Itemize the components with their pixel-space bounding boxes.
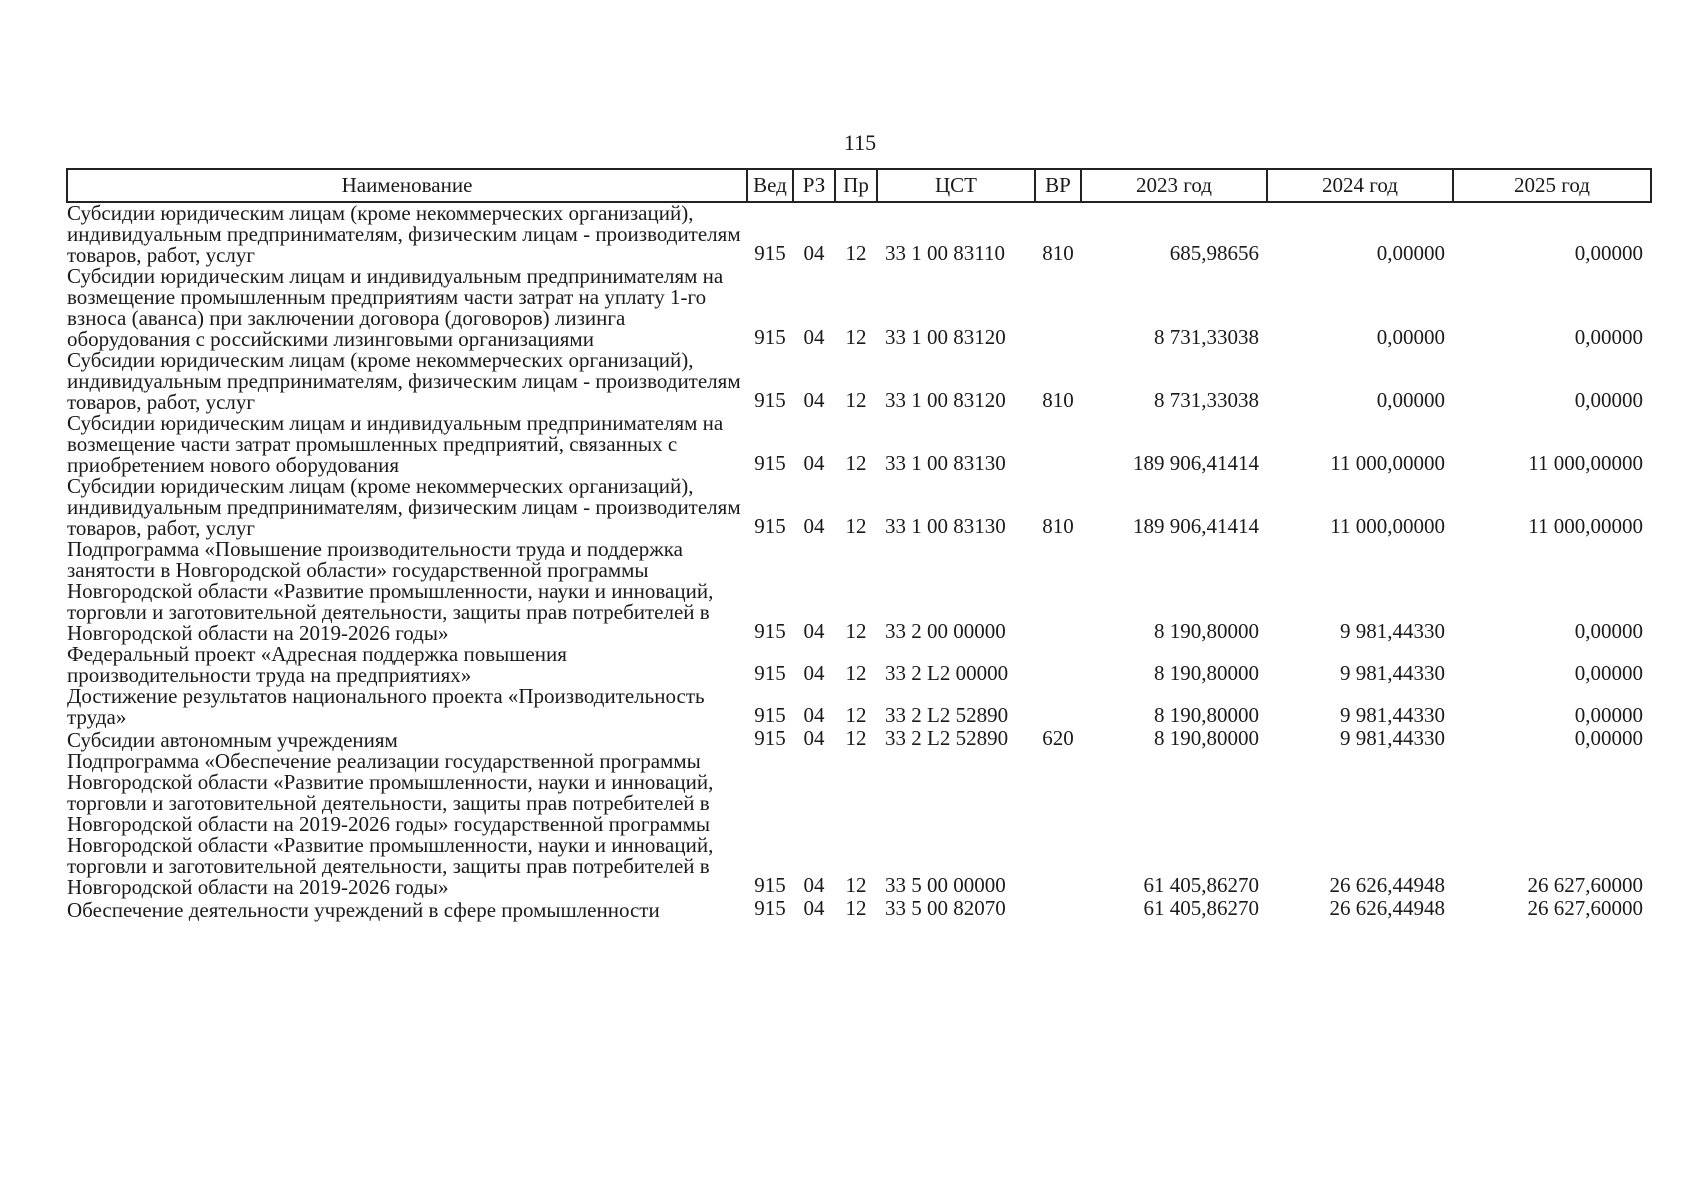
row-vr (1035, 686, 1081, 728)
row-vr: 810 (1042, 388, 1074, 412)
row-vr (1035, 898, 1081, 921)
row-name: Субсидии юридическим лицам (кроме некоммерческих организаций), индивидуальным предпринимателям, физическим лицам - производителям товаров, работ, услуг (67, 474, 741, 540)
row-ved: 915 (754, 703, 786, 727)
header-2025: 2025 год (1453, 169, 1651, 202)
table-row (67, 202, 1651, 266)
header-2024: 2024 год (1267, 169, 1453, 202)
row-vr: 810 (1042, 514, 1074, 538)
row-2025: 0,00000 (1574, 726, 1643, 750)
row-vr (1035, 751, 1081, 898)
row-ved: 915 (754, 241, 786, 265)
row-rz: 04 (803, 241, 825, 265)
row-pr: 12 (845, 873, 867, 897)
row-2023: 61 405,86270 (1143, 896, 1259, 920)
table-body (67, 202, 1651, 921)
row-2025: 11 000,00000 (1528, 451, 1643, 475)
table-row (67, 476, 1651, 539)
row-pr: 12 (845, 451, 867, 475)
row-vr: 620 (1042, 726, 1074, 750)
row-2024: 9 981,44330 (1340, 661, 1445, 685)
row-name: Обеспечение деятельности учреждений в сфере промышленности (67, 898, 660, 922)
row-name: Подпрограмма «Обеспечение реализации государственной программы Новгородской области «Развитие промышленности, науки и инноваций, торговли и заготовительной деятельности, защиты прав потребителей в Новгородской области на 2019-2026 годы» государственной программы Новгородской области «Развитие промышленности, науки и инноваций, торговли и заготовительной деятельности, защиты прав потребителей в Новгородской области на 2019-2026 годы» (67, 749, 714, 899)
row-pr: 12 (845, 619, 867, 643)
row-cst: 33 2 L2 52890 (885, 703, 1009, 727)
row-name: Субсидии юридическим лицам и индивидуальным предпринимателям на возмещение части затрат промышленных предприятий, связанных с приобретением нового оборудования (67, 411, 724, 477)
row-pr: 12 (845, 514, 867, 538)
table-row (67, 728, 1651, 751)
row-2025: 0,00000 (1574, 241, 1643, 265)
page-number: 115 (843, 130, 877, 155)
row-name: Федеральный проект «Адресная поддержка повышения производительности труда на предприятиях» (67, 642, 567, 687)
row-vr (1035, 266, 1081, 350)
row-pr: 12 (845, 388, 867, 412)
row-vr (1035, 644, 1081, 686)
row-2024: 0,00000 (1376, 325, 1445, 349)
table-row (67, 350, 1651, 413)
row-pr: 12 (845, 661, 867, 685)
row-2025: 0,00000 (1574, 619, 1643, 643)
row-2024: 11 000,00000 (1330, 451, 1445, 475)
row-2023: 8 731,33038 (1154, 388, 1259, 412)
row-pr: 12 (845, 726, 867, 750)
table-row (67, 539, 1651, 644)
row-ved: 915 (754, 619, 786, 643)
row-rz: 04 (803, 896, 825, 920)
row-cst: 33 5 00 00000 (885, 873, 1006, 897)
row-2025: 26 627,60000 (1527, 896, 1643, 920)
row-2025: 0,00000 (1574, 388, 1643, 412)
row-2024: 0,00000 (1376, 241, 1445, 265)
row-2023: 61 405,86270 (1143, 873, 1259, 897)
row-name: Субсидии юридическим лицам и индивидуальным предпринимателям на возмещение промышленным предприятиям части затрат на уплату 1-го взноса (аванса) при заключении договора (договоров) лизинга оборудования с российскими лизинговыми организациями (67, 264, 724, 351)
row-2023: 189 906,41414 (1133, 514, 1259, 538)
row-rz: 04 (803, 703, 825, 727)
row-2023: 8 190,80000 (1154, 703, 1259, 727)
header-2023: 2023 год (1081, 169, 1267, 202)
row-pr: 12 (845, 325, 867, 349)
row-2024: 9 981,44330 (1340, 703, 1445, 727)
row-pr: 12 (845, 896, 867, 920)
table-header (67, 169, 1651, 202)
row-2024: 9 981,44330 (1340, 726, 1445, 750)
row-rz: 04 (803, 726, 825, 750)
row-rz: 04 (803, 873, 825, 897)
row-2024: 9 981,44330 (1340, 619, 1445, 643)
row-cst: 33 1 00 83130 (885, 514, 1006, 538)
row-ved: 915 (754, 388, 786, 412)
row-name: Субсидии юридическим лицам (кроме некоммерческих организаций), индивидуальным предпринимателям, физическим лицам - производителям товаров, работ, услуг (67, 348, 741, 414)
table-row (67, 751, 1651, 898)
row-name: Субсидии юридическим лицам (кроме некоммерческих организаций), индивидуальным предпринимателям, физическим лицам - производителям товаров, работ, услуг (67, 201, 741, 267)
row-cst: 33 2 L2 52890 (885, 726, 1009, 750)
row-rz: 04 (803, 514, 825, 538)
row-vr (1035, 413, 1081, 476)
table-row (67, 413, 1651, 476)
row-name: Подпрограмма «Повышение производительности труда и поддержка занятости в Новгородской области» государственной программы Новгородской области «Развитие промышленности, науки и инноваций, торговли и заготовительной деятельности, защиты прав потребителей в Новгородской области на 2019-2026 годы» (67, 537, 714, 645)
row-ved: 915 (754, 873, 786, 897)
row-vr (1035, 539, 1081, 644)
row-cst: 33 2 00 00000 (885, 619, 1006, 643)
budget-table (66, 168, 1652, 921)
row-cst: 33 1 00 83110 (885, 241, 1005, 265)
row-ved: 915 (754, 325, 786, 349)
row-2023: 189 906,41414 (1133, 451, 1259, 475)
row-ved: 915 (754, 514, 786, 538)
row-name: Субсидии автономным учреждениям (67, 728, 398, 752)
header-vr: ВР (1035, 169, 1081, 202)
row-2023: 8 731,33038 (1154, 325, 1259, 349)
row-rz: 04 (803, 325, 825, 349)
header-pr: Пр (835, 169, 877, 202)
row-cst: 33 5 00 82070 (885, 896, 1006, 920)
table-row (67, 644, 1651, 686)
table-row (67, 898, 1651, 921)
header-ved: Вед (747, 169, 793, 202)
row-rz: 04 (803, 451, 825, 475)
row-2024: 26 626,44948 (1329, 873, 1445, 897)
row-2023: 8 190,80000 (1154, 726, 1259, 750)
row-2023: 685,98656 (1169, 241, 1259, 265)
row-2025: 0,00000 (1574, 703, 1643, 727)
row-2025: 11 000,00000 (1528, 514, 1643, 538)
row-2023: 8 190,80000 (1154, 619, 1259, 643)
row-2025: 0,00000 (1574, 325, 1643, 349)
header-name: Наименование (67, 169, 747, 202)
header-rz: РЗ (793, 169, 835, 202)
row-rz: 04 (803, 388, 825, 412)
table-row (67, 266, 1651, 350)
row-2023: 8 190,80000 (1154, 661, 1259, 685)
row-pr: 12 (845, 703, 867, 727)
table-row (67, 686, 1651, 728)
row-rz: 04 (803, 619, 825, 643)
row-cst: 33 1 00 83120 (885, 325, 1006, 349)
row-ved: 915 (754, 661, 786, 685)
row-2025: 26 627,60000 (1527, 873, 1643, 897)
row-2024: 0,00000 (1376, 388, 1445, 412)
row-cst: 33 1 00 83120 (885, 388, 1006, 412)
header-cst: ЦСТ (877, 169, 1035, 202)
row-ved: 915 (754, 451, 786, 475)
row-cst: 33 1 00 83130 (885, 451, 1006, 475)
row-vr: 810 (1042, 241, 1074, 265)
row-2024: 26 626,44948 (1329, 896, 1445, 920)
row-ved: 915 (754, 896, 786, 920)
row-cst: 33 2 L2 00000 (885, 661, 1009, 685)
budget-table-container (66, 168, 1650, 921)
row-ved: 915 (754, 726, 786, 750)
row-rz: 04 (803, 661, 825, 685)
row-2025: 0,00000 (1574, 661, 1643, 685)
row-2024: 11 000,00000 (1330, 514, 1445, 538)
row-name: Достижение результатов национального проекта «Производительность труда» (67, 684, 705, 729)
row-pr: 12 (845, 241, 867, 265)
